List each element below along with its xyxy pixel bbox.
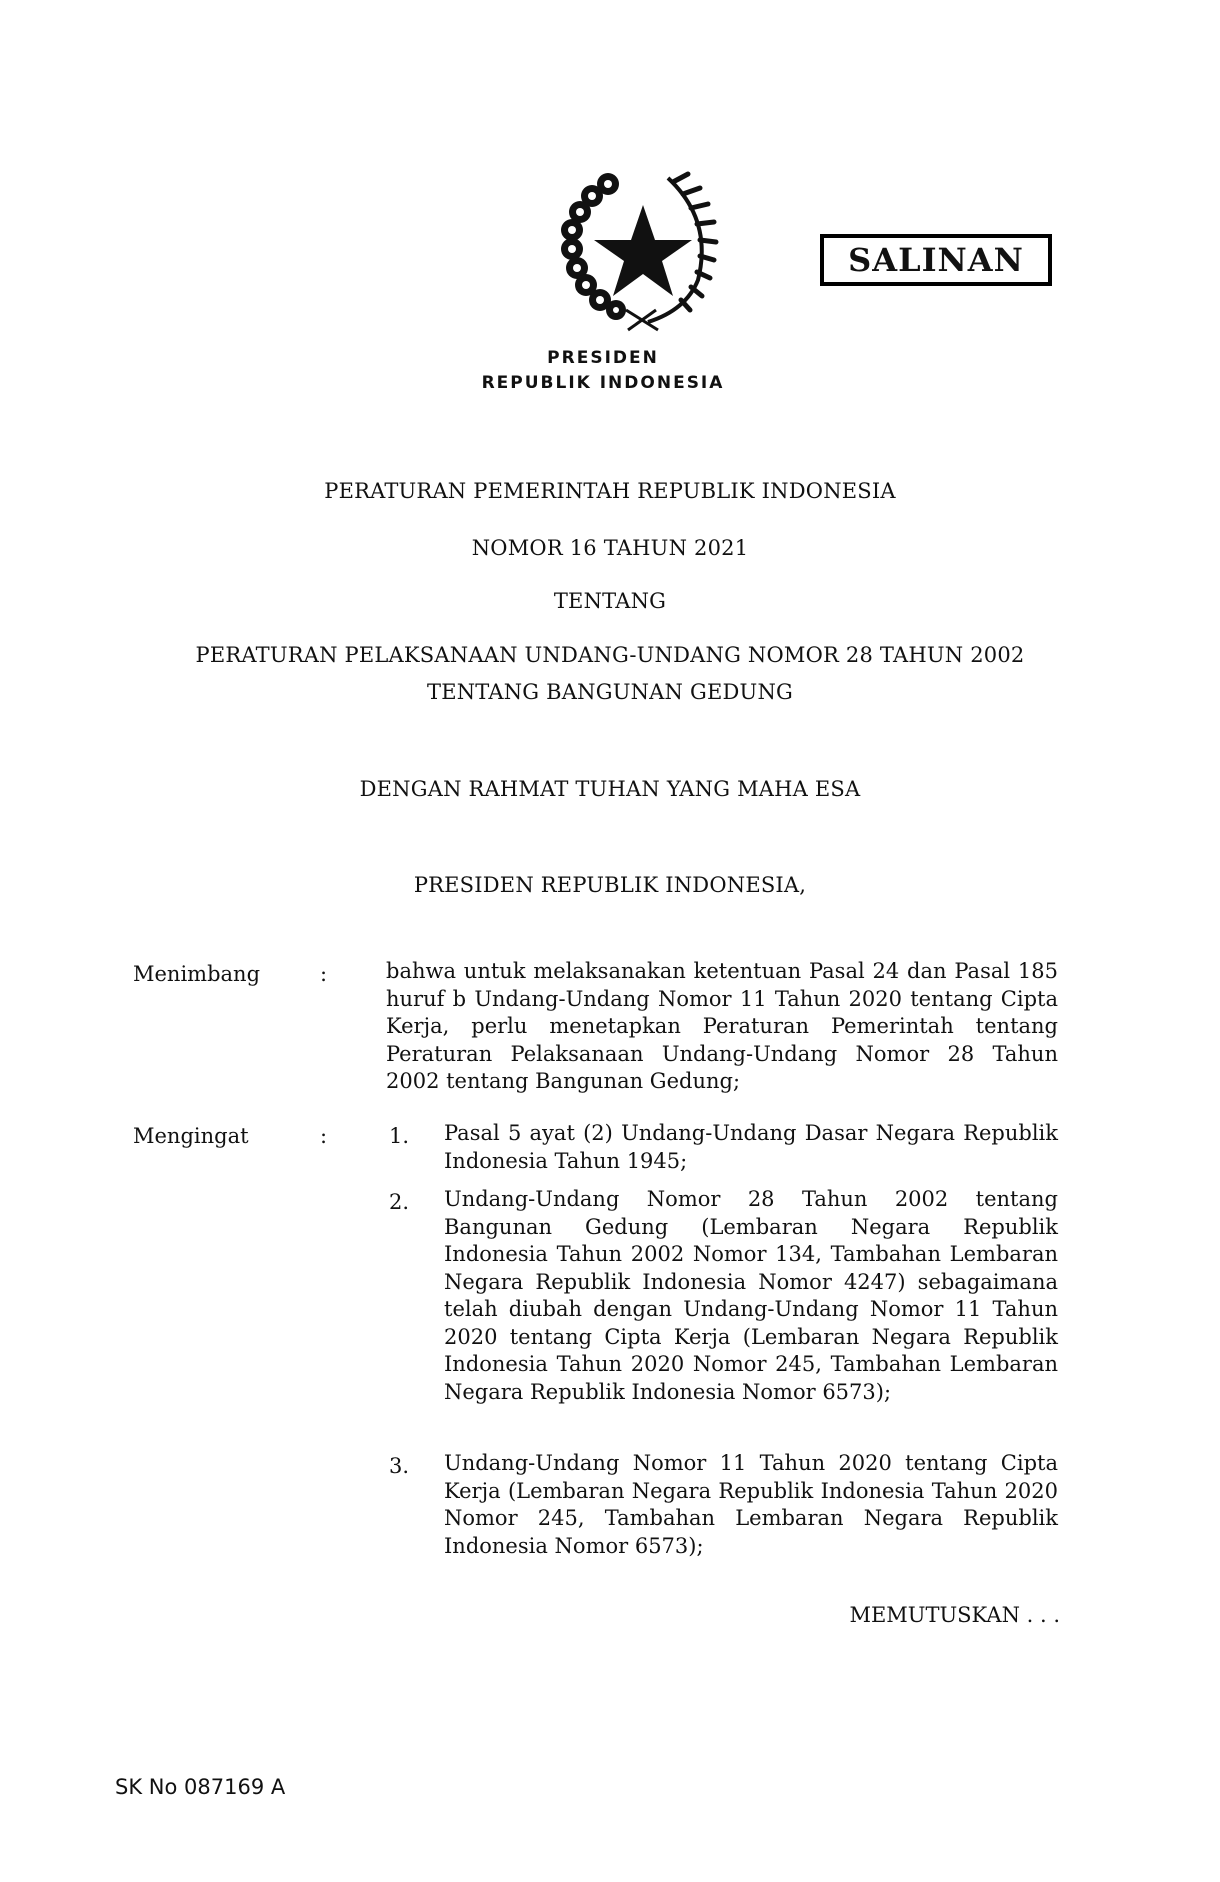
president-heading: PRESIDEN REPUBLIK INDONESIA, [413, 873, 807, 897]
mengingat-item-1-number: 1. [389, 1124, 410, 1148]
salinan-stamp: SALINAN [820, 234, 1052, 286]
regulation-number: NOMOR 16 TAHUN 2021 [471, 536, 749, 560]
mengingat-item-2-text: Undang-Undang Nomor 28 Tahun 2002 tentang Bangunan Gedung (Lembaran Negara Republik Indonesia Tahun 2002 Nomor 134, Tambahan Lembaran Negara Republik Indonesia Nomor 4247) sebagaimana telah diubah dengan Undang-Undang Nomor 11 Tahun 2020 tentang Cipta Kerja (Lembaran Negara Republik Indonesia Tahun 2020 Nomor 245, Tambahan Lembaran Negara Republik Indonesia Nomor 6573); [444, 1187, 1058, 1404]
garuda-emblem-icon [548, 160, 738, 335]
menimbang-colon: : [320, 962, 328, 986]
sk-number: SK No 087169 A [115, 1775, 286, 1799]
emblem-caption-republik: REPUBLIK INDONESIA [481, 373, 725, 393]
mengingat-item-1-text: Pasal 5 ayat (2) Undang-Undang Dasar Negara Republik Indonesia Tahun 1945; [444, 1121, 1058, 1173]
regulation-type: PERATURAN PEMERINTAH REPUBLIK INDONESIA [324, 479, 896, 503]
regulation-subject-line1: PERATURAN PELAKSANAAN UNDANG-UNDANG NOMOR 28 TAHUN 2002 [195, 643, 1025, 667]
tentang-heading: TENTANG [553, 589, 667, 613]
mengingat-item-2-number: 2. [389, 1190, 410, 1214]
mengingat-item-3-text: Undang-Undang Nomor 11 Tahun 2020 tentang Cipta Kerja (Lembaran Negara Republik Indonesia Tahun 2020 Nomor 245, Tambahan Lembaran Negara Republik Indonesia Nomor 6573); [444, 1451, 1058, 1558]
emblem-caption-presiden: PRESIDEN [547, 348, 659, 368]
invocation: DENGAN RAHMAT TUHAN YANG MAHA ESA [359, 777, 861, 801]
menimbang-text: bahwa untuk melaksanakan ketentuan Pasal 24 dan Pasal 185 huruf b Undang-Undang Nomor 11 Tahun 2020 tentang Cipta Kerja, perlu menetapkan Peraturan Pemerintah tentang Peraturan Pelaksanaan Undang-Undang Nomor 28 Tahun 2002 tentang Bangunan Gedung; [386, 959, 1058, 1093]
mengingat-item-3-number: 3. [389, 1454, 410, 1478]
mengingat-label: Mengingat [133, 1124, 249, 1148]
regulation-subject-line2: TENTANG BANGUNAN GEDUNG [427, 680, 793, 704]
mengingat-colon: : [320, 1124, 328, 1148]
menimbang-label: Menimbang [133, 962, 261, 986]
continuation-marker: MEMUTUSKAN . . . [849, 1603, 1060, 1627]
